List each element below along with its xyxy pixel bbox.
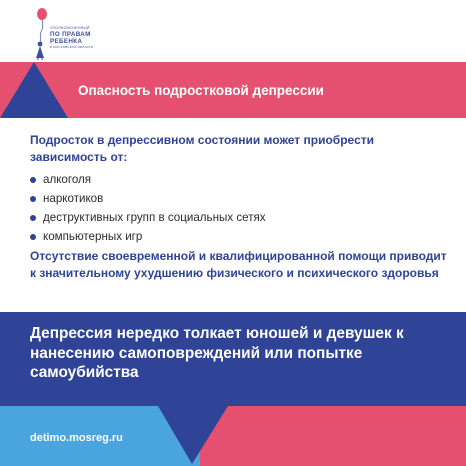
logo-line-2: РЕБЕНКА [50, 37, 83, 45]
girl-with-balloon-icon [32, 8, 52, 60]
intro-text: Подросток в депрессивном состоянии может приобрести зависимость от: [30, 133, 374, 164]
logo-line-small: УПОЛНОМОЧЕННЫЙ [50, 26, 90, 30]
list-item: деструктивных групп в социальных сетях [30, 208, 266, 227]
banner-triangle-decoration [0, 62, 70, 118]
list-item: компьютерных игр [30, 227, 266, 246]
banner-title: Опасность подростковой депрессии [78, 82, 324, 98]
highlight-text: Депрессия нередко толкает юношей и девушек к нанесению самоповреждений или попытке самоубийства [30, 325, 404, 381]
dependency-list [30, 170, 266, 246]
outro-text: Отсутствие своевременной и квалифицированной помощи приводит к значительному ухудшению физического и психического здоровья [30, 249, 447, 280]
footer-triangle-decoration [158, 406, 228, 466]
logo [28, 8, 118, 63]
logo-line-1: ПО ПРАВАМ [50, 30, 91, 38]
list-item: алкоголя [30, 170, 266, 189]
logo-region: В МОСКОВСКОЙ ОБЛАСТИ [50, 45, 94, 50]
list-item: наркотиков [30, 189, 266, 208]
site-link[interactable]: detimo.mosreg.ru [30, 432, 123, 444]
